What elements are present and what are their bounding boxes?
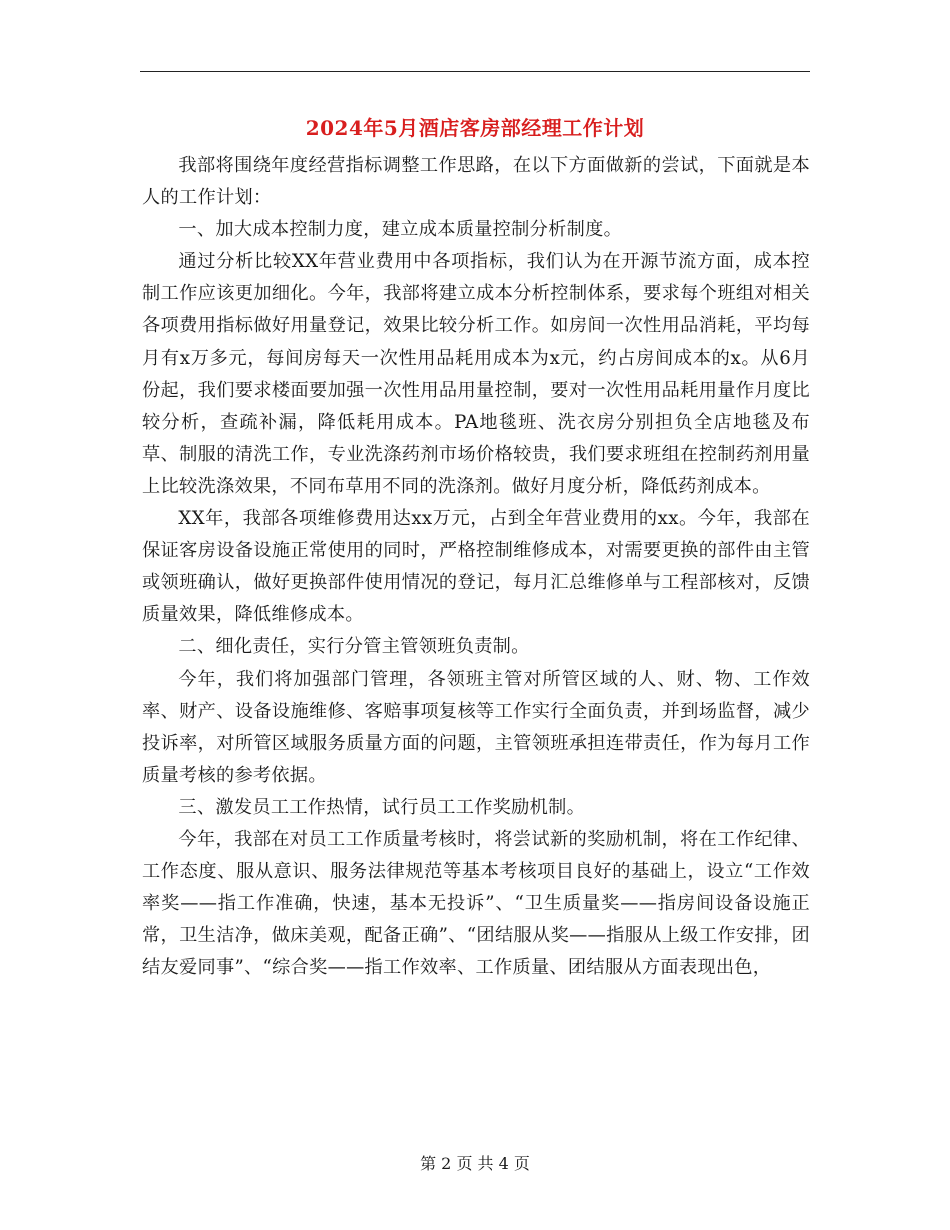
document-body xyxy=(142,150,810,984)
paragraph-cost-analysis: 通过分析比较XX年营业费用中各项指标，我们认为在开源节流方面，成本控制工作应该更加细化。今年，我部将建立成本分析控制体系，要求每个班组对相关各项费用指标做好用量登记，效果比较分析工作。如房间一次性用品消耗，平均每月有x万多元，每间房每天一次性用品耗用成本为x元，约占房间成本的x。从6月份起，我们要求楼面要加强一次性用品用量控制，要对一次性用品耗用量作月度比较分析，查疏补漏，降低耗用成本。PA地毯班、洗衣房分别担负全店地毯及布草、制服的清洗工作，专业洗涤药剂市场价格较贵，我们要求班组在控制药剂用量上比较洗涤效果，不同布草用不同的洗涤剂。做好月度分析，降低药剂成本。 xyxy=(142,251,810,497)
paragraph-intro: 我部将围绕年度经营指标调整工作思路，在以下方面做新的尝试，下面就是本人的工作计划： xyxy=(142,155,810,209)
paragraph-maintenance-cost: XX年，我部各项维修费用达xx万元，占到全年营业费用的xx。今年，我部在保证客房设备设施正常使用的同时，严格控制维修成本，对需要更换的部件由主管或领班确认，做好更换部件使用情况的登记，每月汇总维修单与工程部核对，反馈质量效果，降低维修成本。 xyxy=(142,508,810,626)
header-rule xyxy=(140,71,810,72)
paragraph-rewards: 今年，我部在对员工工作质量考核时，将尝试新的奖励机制，将在工作纪律、工作态度、服从意识、服务法律规范等基本考核项目良好的基础上，设立“工作效率奖——指工作准确，快速，基本无投诉”、“卫生质量奖——指房间设备设施正常，卫生洁净，做床美观，配备正确”、“团结服从奖——指服从上级工作安排，团结友爱同事”、“综合奖——指工作效率、工作质量、团结服从方面表现出色， xyxy=(142,828,810,979)
paragraph-responsibility: 今年，我们将加强部门管理，各领班主管对所管区域的人、财、物、工作效率、财产、设备设施维修、客赔事项复核等工作实行全面负责，并到场监督，减少投诉率，对所管区域服务质量方面的问题，主管领班承担连带责任，作为每月工作质量考核的参考依据。 xyxy=(142,668,810,786)
section-heading-2: 二、细化责任，实行分管主管领班负责制。 xyxy=(178,636,530,658)
document-title: 2024年5月酒店客房部经理工作计划 xyxy=(305,116,645,140)
section-heading-1: 一、加大成本控制力度，建立成本质量控制分析制度。 xyxy=(178,219,623,241)
page-number: 第 2 页 共 4 页 xyxy=(420,1154,530,1173)
section-heading-3: 三、激发员工工作热情，试行员工工作奖励机制。 xyxy=(178,796,586,818)
